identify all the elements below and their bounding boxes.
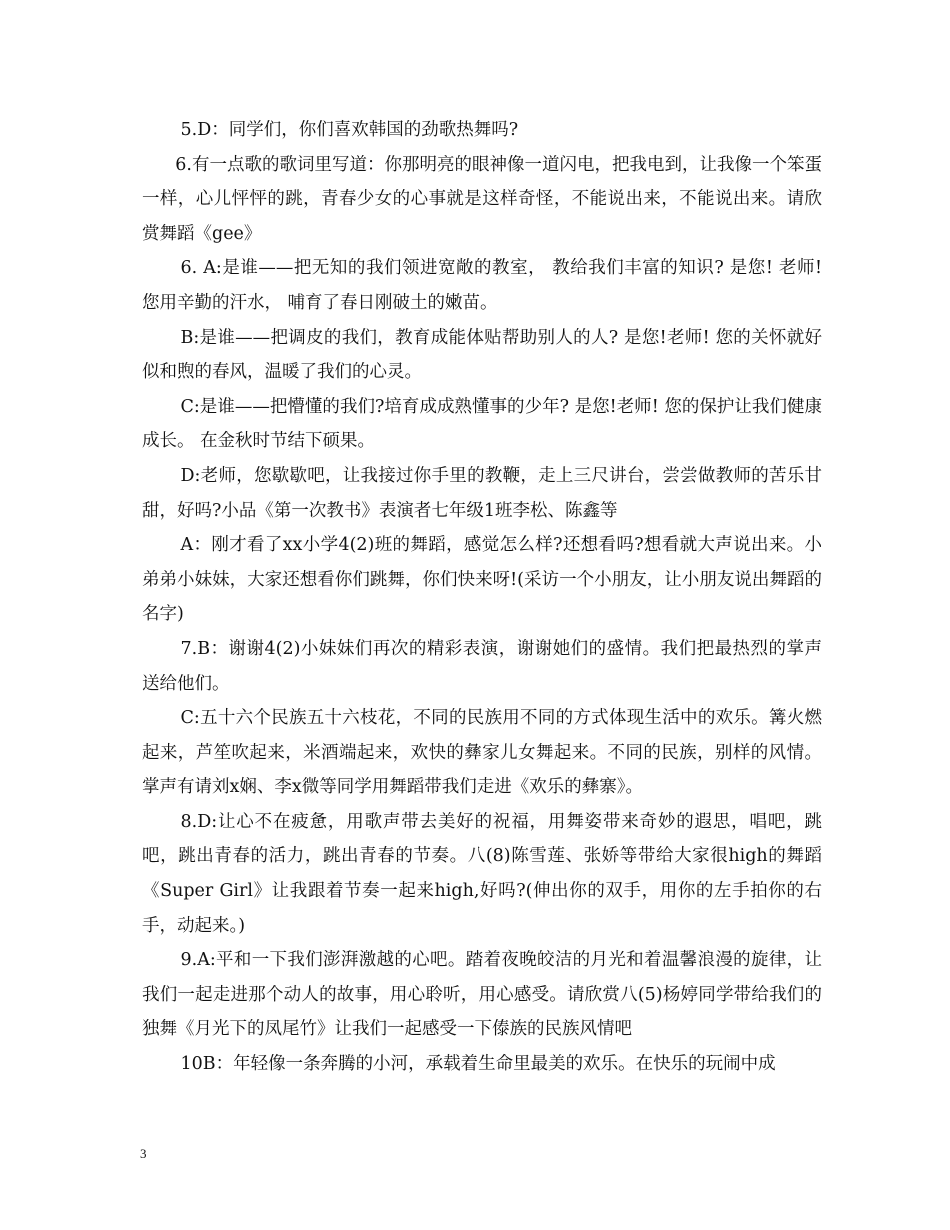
paragraph-9a: 9.A:平和一下我们澎湃激越的心吧。踏着夜晚皎洁的月光和着温馨浪漫的旋律，让我们一起走进那个动人的故事，用心聆听，用心感受。请欣赏八(5)杨婷同学带给我们的独舞《月光下的凤尾竹》让我们一起感受一下傣族的民族风情吧 xyxy=(142,950,822,1040)
paragraph-7b: 7.B：谢谢4(2)小妹妹们再次的精彩表演，谢谢她们的盛情。我们把最热烈的掌声送给他们。 xyxy=(142,638,822,694)
paragraph-c-dance: C:五十六个民族五十六枝花，不同的民族用不同的方式体现生活中的欢乐。篝火燃起来，芦笙吹起来，米酒端起来，欢快的彝家儿女舞起来。不同的民族，别样的风情。掌声有请刘x娴、李x微等同学用舞蹈带我们走进《欢乐的彝寨》。 xyxy=(142,708,822,798)
paragraph-b: B:是谁——把调皮的我们，教育成能体贴帮助别人的人? 是您!老师! 您的关怀就好似和煦的春风，温暖了我们的心灵。 xyxy=(142,327,822,383)
paragraph-8d: 8.D:让心不在疲惫，用歌声带去美好的祝福，用舞姿带来奇妙的遐思，唱吧，跳吧，跳出青春的活力，跳出青春的节奏。八(8)陈雪莲、张娇等带给大家很high的舞蹈《Super Girl》让我跟着节奏一起来high,好吗?(伸出你的双手，用你的左手拍你的右手，动起来。) xyxy=(142,811,822,936)
paragraph-6-gee: 6.有一点歌的歌词里写道：你那明亮的眼神像一道闪电，把我电到，让我像一个笨蛋一样，心儿怦怦的跳，青春少女的心事就是这样奇怪，不能说出来，不能说出来。请欣赏舞蹈《gee》 xyxy=(142,154,822,244)
paragraph-a: A：刚才看了xx小学4(2)班的舞蹈，感觉怎么样?还想看吗?想看就大声说出来。小弟弟小妹妹，大家还想看你们跳舞，你们快来呀!(采访一个小朋友，让小朋友说出舞蹈的名字) xyxy=(142,535,822,625)
paragraph-10b: 10B：年轻像一条奔腾的小河，承载着生命里最美的欢乐。在快乐的玩闹中成 xyxy=(180,1054,776,1075)
document-body xyxy=(142,113,822,1082)
page-number: 3 xyxy=(140,1146,147,1161)
paragraph-d: D:老师，您歇歇吧，让我接过你手里的教鞭，走上三尺讲台，尝尝做教师的苦乐甘甜，好吗?小品《第一次教书》表演者七年级1班李松、陈鑫等 xyxy=(142,465,822,521)
paragraph-5d: 5.D：同学们，你们喜欢韩国的劲歌热舞吗? xyxy=(180,120,519,140)
paragraph-c: C:是谁——把懵懂的我们?培育成成熟懂事的少年? 是您!老师! 您的保护让我们健康成长。 在金秋时节结下硕果。 xyxy=(142,396,822,452)
paragraph-6a: 6. A:是谁——把无知的我们领进宽敞的教室， 教给我们丰富的知识? 是您! 老师! 您用辛勤的汗水， 哺育了春日刚破土的嫩苗。 xyxy=(142,258,822,313)
